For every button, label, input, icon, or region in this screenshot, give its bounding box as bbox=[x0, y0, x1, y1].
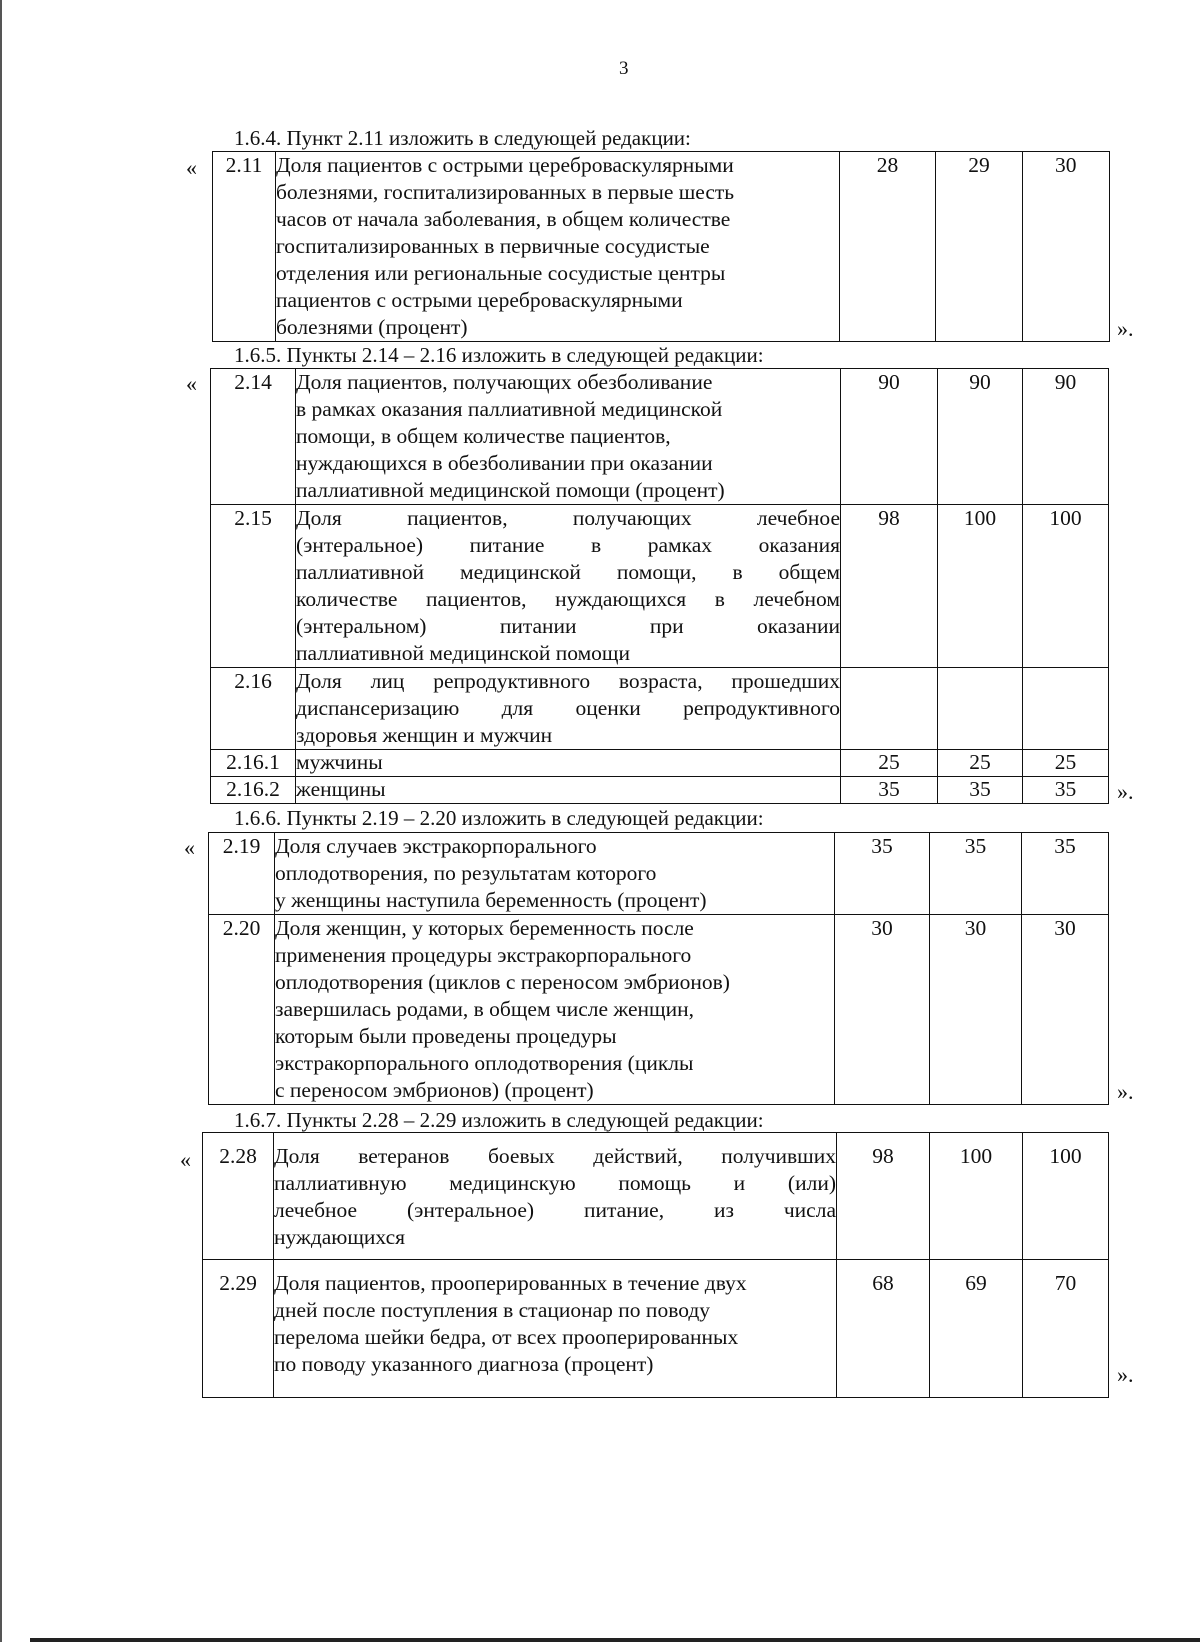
description-line: Доля пациентов, получающих обезболивание bbox=[296, 370, 713, 394]
value-cell: 25 bbox=[1023, 750, 1109, 777]
close-quote: ». bbox=[1117, 316, 1134, 341]
description-line: Доля случаев экстракорпорального bbox=[275, 834, 597, 858]
close-quote: ». bbox=[1117, 779, 1134, 804]
description-line: болезнями, госпитализированных в первые шесть bbox=[275, 180, 735, 204]
description-line: нуждающихся в обезболивании при оказании bbox=[296, 451, 713, 475]
value-cell: 25 bbox=[841, 750, 938, 777]
row-description bbox=[296, 668, 841, 750]
description-line: часов от начала заболевания, в общем количестве bbox=[275, 207, 731, 231]
row-number: 2.28 bbox=[203, 1133, 274, 1260]
description-line: диспансеризацию для оценки репродуктивного bbox=[296, 696, 840, 720]
amendment-table-2-28-2-29 bbox=[202, 1132, 1109, 1398]
section-heading: 1.6.4. Пункт 2.11 изложить в следующей редакции: bbox=[234, 126, 691, 150]
description-line: здоровья женщин и мужчин bbox=[296, 723, 553, 747]
row-number: 2.20 bbox=[209, 915, 275, 1105]
row-description bbox=[275, 152, 839, 342]
close-quote: ». bbox=[1117, 1079, 1134, 1104]
row-number: 2.29 bbox=[203, 1260, 274, 1398]
value-cell: 35 bbox=[938, 777, 1023, 804]
section-heading: 1.6.7. Пункты 2.28 – 2.29 изложить в следующей редакции: bbox=[234, 1108, 764, 1132]
description-line: пациентов с острыми цереброваскулярными bbox=[275, 288, 683, 312]
description-line: лечебное (энтеральное) питание, из числа bbox=[274, 1198, 836, 1222]
value-cell: 90 bbox=[938, 369, 1023, 505]
value-cell: 90 bbox=[1023, 369, 1109, 505]
description-line: с переносом эмбрионов) (процент) bbox=[275, 1078, 594, 1102]
scan-edge-bottom bbox=[30, 1638, 1200, 1642]
value-cell bbox=[938, 668, 1023, 750]
description-line: у женщины наступила беременность (процент) bbox=[275, 888, 707, 912]
description-line: в рамках оказания паллиативной медицинской bbox=[296, 397, 723, 421]
table-row bbox=[209, 915, 1109, 1105]
row-number: 2.16.1 bbox=[211, 750, 296, 777]
description-line: (энтеральное) питание в рамках оказания bbox=[296, 533, 840, 557]
description-line: применения процедуры экстракорпорального bbox=[275, 943, 692, 967]
description-line: оплодотворения, по результатам которого bbox=[275, 861, 657, 885]
row-number: 2.19 bbox=[209, 833, 275, 915]
open-quote: « bbox=[186, 155, 197, 180]
table-row bbox=[203, 1260, 1109, 1398]
description-line: по поводу указанного диагноза (процент) bbox=[274, 1352, 654, 1376]
table-row bbox=[211, 369, 1109, 505]
row-description bbox=[275, 915, 835, 1105]
value-cell: 100 bbox=[1023, 1133, 1109, 1260]
value-cell: 28 bbox=[839, 152, 936, 342]
description-line: экстракорпорального оплодотворения (циклы bbox=[275, 1051, 694, 1075]
open-quote: « bbox=[184, 835, 195, 860]
value-cell: 30 bbox=[930, 915, 1022, 1105]
row-description bbox=[296, 505, 841, 668]
description-line: завершилась родами, в общем числе женщин, bbox=[275, 997, 694, 1021]
description-line: госпитализированных в первичные сосудистые bbox=[275, 234, 710, 258]
row-description bbox=[274, 1133, 837, 1260]
description-line: дней после поступления в стационар по поводу bbox=[274, 1298, 711, 1322]
value-cell bbox=[841, 668, 938, 750]
description-line: женщины bbox=[296, 777, 386, 801]
description-line: паллиативной медицинской помощи bbox=[296, 641, 630, 665]
row-description bbox=[274, 1260, 837, 1398]
description-line: паллиативной медицинской помощи (процент) bbox=[296, 478, 725, 502]
amendment-table-2-19-2-20 bbox=[208, 832, 1109, 1105]
row-number: 2.16.2 bbox=[211, 777, 296, 804]
value-cell: 35 bbox=[841, 777, 938, 804]
value-cell: 35 bbox=[930, 833, 1022, 915]
value-cell: 25 bbox=[938, 750, 1023, 777]
value-cell: 100 bbox=[938, 505, 1023, 668]
description-line: болезнями (процент) bbox=[275, 315, 468, 339]
amendment-table-2-14-2-16 bbox=[210, 368, 1109, 804]
row-number: 2.15 bbox=[211, 505, 296, 668]
row-description bbox=[296, 750, 841, 777]
value-cell: 35 bbox=[1023, 777, 1109, 804]
table-row bbox=[211, 750, 1109, 777]
description-line: (энтеральном) питании при оказании bbox=[296, 614, 840, 638]
description-line: количестве пациентов, нуждающихся в лечебном bbox=[296, 587, 840, 611]
table-row bbox=[203, 1133, 1109, 1260]
value-cell: 30 bbox=[1022, 152, 1109, 342]
page-number: 3 bbox=[619, 58, 629, 79]
description-line: помощи, в общем количестве пациентов, bbox=[296, 424, 671, 448]
value-cell: 69 bbox=[930, 1260, 1023, 1398]
table-row bbox=[213, 152, 1110, 342]
open-quote: « bbox=[186, 371, 197, 396]
row-description bbox=[275, 833, 835, 915]
description-line: мужчины bbox=[296, 750, 383, 774]
section-heading: 1.6.5. Пункты 2.14 – 2.16 изложить в следующей редакции: bbox=[234, 343, 764, 367]
description-line: Доля пациентов, получающих лечебное bbox=[296, 506, 840, 530]
description-line: Доля ветеранов боевых действий, получивших bbox=[274, 1144, 836, 1168]
amendment-table-2-11 bbox=[212, 151, 1110, 342]
description-line: которым были проведены процедуры bbox=[275, 1024, 617, 1048]
description-line: Доля пациентов, прооперированных в течение двух bbox=[274, 1271, 747, 1295]
value-cell: 29 bbox=[936, 152, 1022, 342]
description-line: паллиативную медицинскую помощь и (или) bbox=[274, 1171, 836, 1195]
value-cell: 30 bbox=[1022, 915, 1109, 1105]
value-cell: 68 bbox=[837, 1260, 930, 1398]
scan-edge-left bbox=[0, 0, 2, 1642]
description-line: оплодотворения (циклов с переносом эмбрионов) bbox=[275, 970, 730, 994]
value-cell bbox=[1023, 668, 1109, 750]
value-cell: 35 bbox=[1022, 833, 1109, 915]
row-number: 2.16 bbox=[211, 668, 296, 750]
description-line: Доля женщин, у которых беременность после bbox=[275, 916, 694, 940]
value-cell: 100 bbox=[930, 1133, 1023, 1260]
description-line: Доля пациентов с острыми цереброваскулярными bbox=[275, 153, 734, 177]
value-cell: 90 bbox=[841, 369, 938, 505]
value-cell: 98 bbox=[837, 1133, 930, 1260]
description-line: перелома шейки бедра, от всех прооперированных bbox=[274, 1325, 739, 1349]
value-cell: 100 bbox=[1023, 505, 1109, 668]
value-cell: 98 bbox=[841, 505, 938, 668]
table-row bbox=[211, 505, 1109, 668]
description-line: Доля лиц репродуктивного возраста, прошедших bbox=[296, 669, 840, 693]
description-line: нуждающихся bbox=[274, 1225, 405, 1249]
row-description bbox=[296, 369, 841, 505]
value-cell: 35 bbox=[835, 833, 930, 915]
value-cell: 30 bbox=[835, 915, 930, 1105]
section-heading: 1.6.6. Пункты 2.19 – 2.20 изложить в следующей редакции: bbox=[234, 806, 764, 830]
table-row bbox=[211, 777, 1109, 804]
close-quote: ». bbox=[1117, 1362, 1134, 1387]
value-cell: 70 bbox=[1023, 1260, 1109, 1398]
description-line: отделения или региональные сосудистые центры bbox=[275, 261, 726, 285]
table-row bbox=[211, 668, 1109, 750]
row-number: 2.14 bbox=[211, 369, 296, 505]
open-quote: « bbox=[180, 1147, 191, 1172]
table-row bbox=[209, 833, 1109, 915]
description-line: паллиативной медицинской помощи, в общем bbox=[296, 560, 840, 584]
row-description bbox=[296, 777, 841, 804]
row-number: 2.11 bbox=[213, 152, 276, 342]
